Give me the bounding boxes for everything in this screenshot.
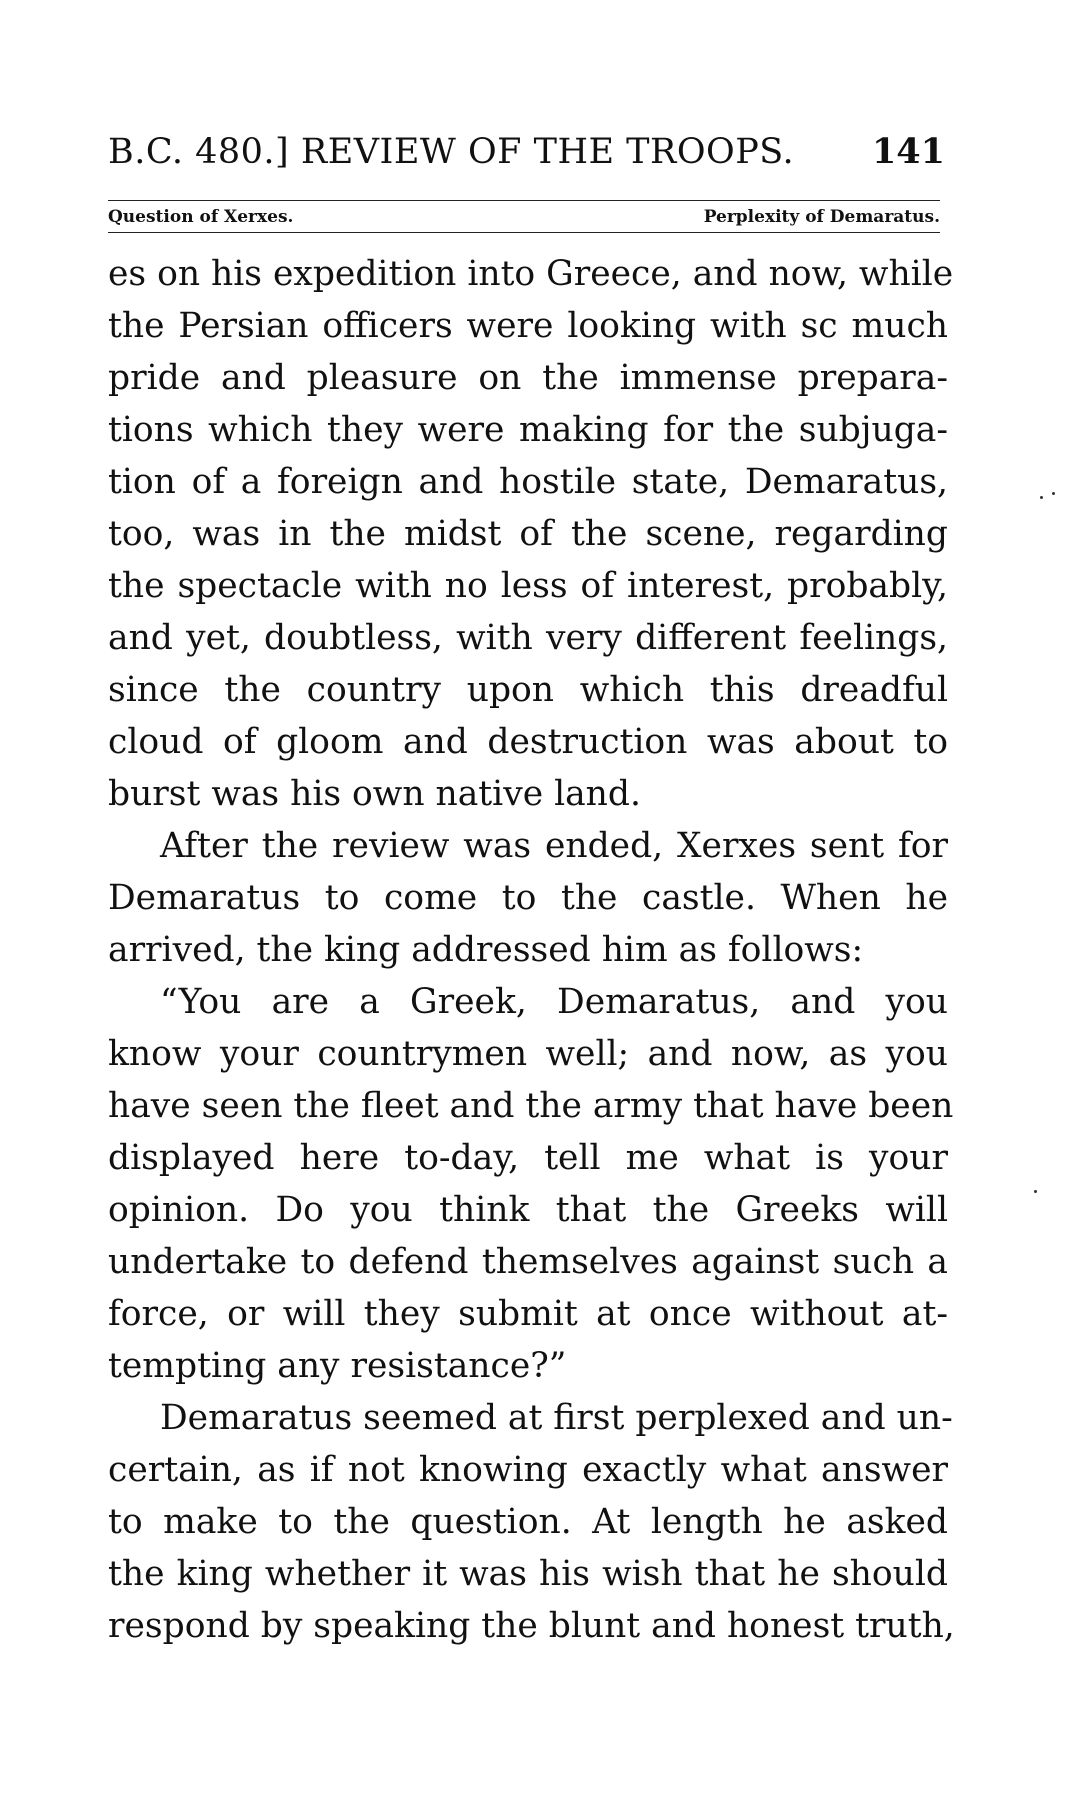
- text-line-paragraph-end: burst was his own native land.: [108, 774, 641, 814]
- text-line: since the country upon which this dreadful: [108, 670, 948, 710]
- text-line: force, or will they submit at once without at-: [108, 1294, 948, 1334]
- text-line: too, was in the midst of the scene, regarding: [108, 514, 948, 554]
- text-line: pride and pleasure on the immense prepara-: [108, 358, 948, 398]
- text-line: tion of a foreign and hostile state, Demaratus,: [108, 462, 948, 502]
- text-line: the spectacle with no less of interest, probably,: [108, 566, 948, 606]
- text-line: undertake to defend themselves against such a: [108, 1242, 948, 1282]
- page-number: 141: [871, 131, 945, 172]
- text-line: respond by speaking the blunt and honest truth,: [108, 1606, 955, 1646]
- text-line: and yet, doubtless, with very different feelings,: [108, 618, 948, 658]
- text-line: displayed here to-day, tell me what is your: [108, 1138, 948, 1178]
- text-line: to make to the question. At length he asked: [108, 1502, 948, 1542]
- text-line: certain, as if not knowing exactly what answer: [108, 1450, 948, 1490]
- text-line-paragraph-start: “You are a Greek, Demaratus, and you: [160, 982, 948, 1022]
- text-line-paragraph-start: Demaratus seemed at first perplexed and un-: [160, 1398, 953, 1438]
- text-line: the Persian officers were looking with sc much: [108, 306, 948, 346]
- subheader-right: Perplexity of Demaratus.: [703, 207, 940, 227]
- text-line-paragraph-end: tempting any resistance?”: [108, 1346, 567, 1386]
- scan-speck: [1034, 1190, 1037, 1193]
- running-title: B.C. 480.] REVIEW OF THE TROOPS.: [108, 132, 795, 172]
- subheader-left: Question of Xerxes.: [108, 207, 294, 227]
- text-line-paragraph-start: After the review was ended, Xerxes sent for: [160, 826, 948, 866]
- text-line: the king whether it was his wish that he should: [108, 1554, 948, 1594]
- text-line: opinion. Do you think that the Greeks will: [108, 1190, 948, 1230]
- text-line: know your countrymen well; and now, as you: [108, 1034, 948, 1074]
- text-line: cloud of gloom and destruction was about to: [108, 722, 948, 762]
- text-line: es on his expedition into Greece, and now, while: [108, 254, 954, 294]
- text-line-paragraph-end: arrived, the king addressed him as follows:: [108, 930, 864, 970]
- header-rule-top: [108, 200, 940, 201]
- running-header: [108, 130, 945, 180]
- body-text: [108, 248, 955, 1652]
- scan-speck: [1040, 496, 1043, 499]
- scan-speck: [1052, 492, 1055, 495]
- header-rule-bottom: [108, 232, 940, 233]
- marginal-subheader: [108, 205, 940, 231]
- text-line: tions which they were making for the subjuga-: [108, 410, 948, 450]
- text-line: Demaratus to come to the castle. When he: [108, 878, 948, 918]
- text-line: have seen the fleet and the army that have been: [108, 1086, 954, 1126]
